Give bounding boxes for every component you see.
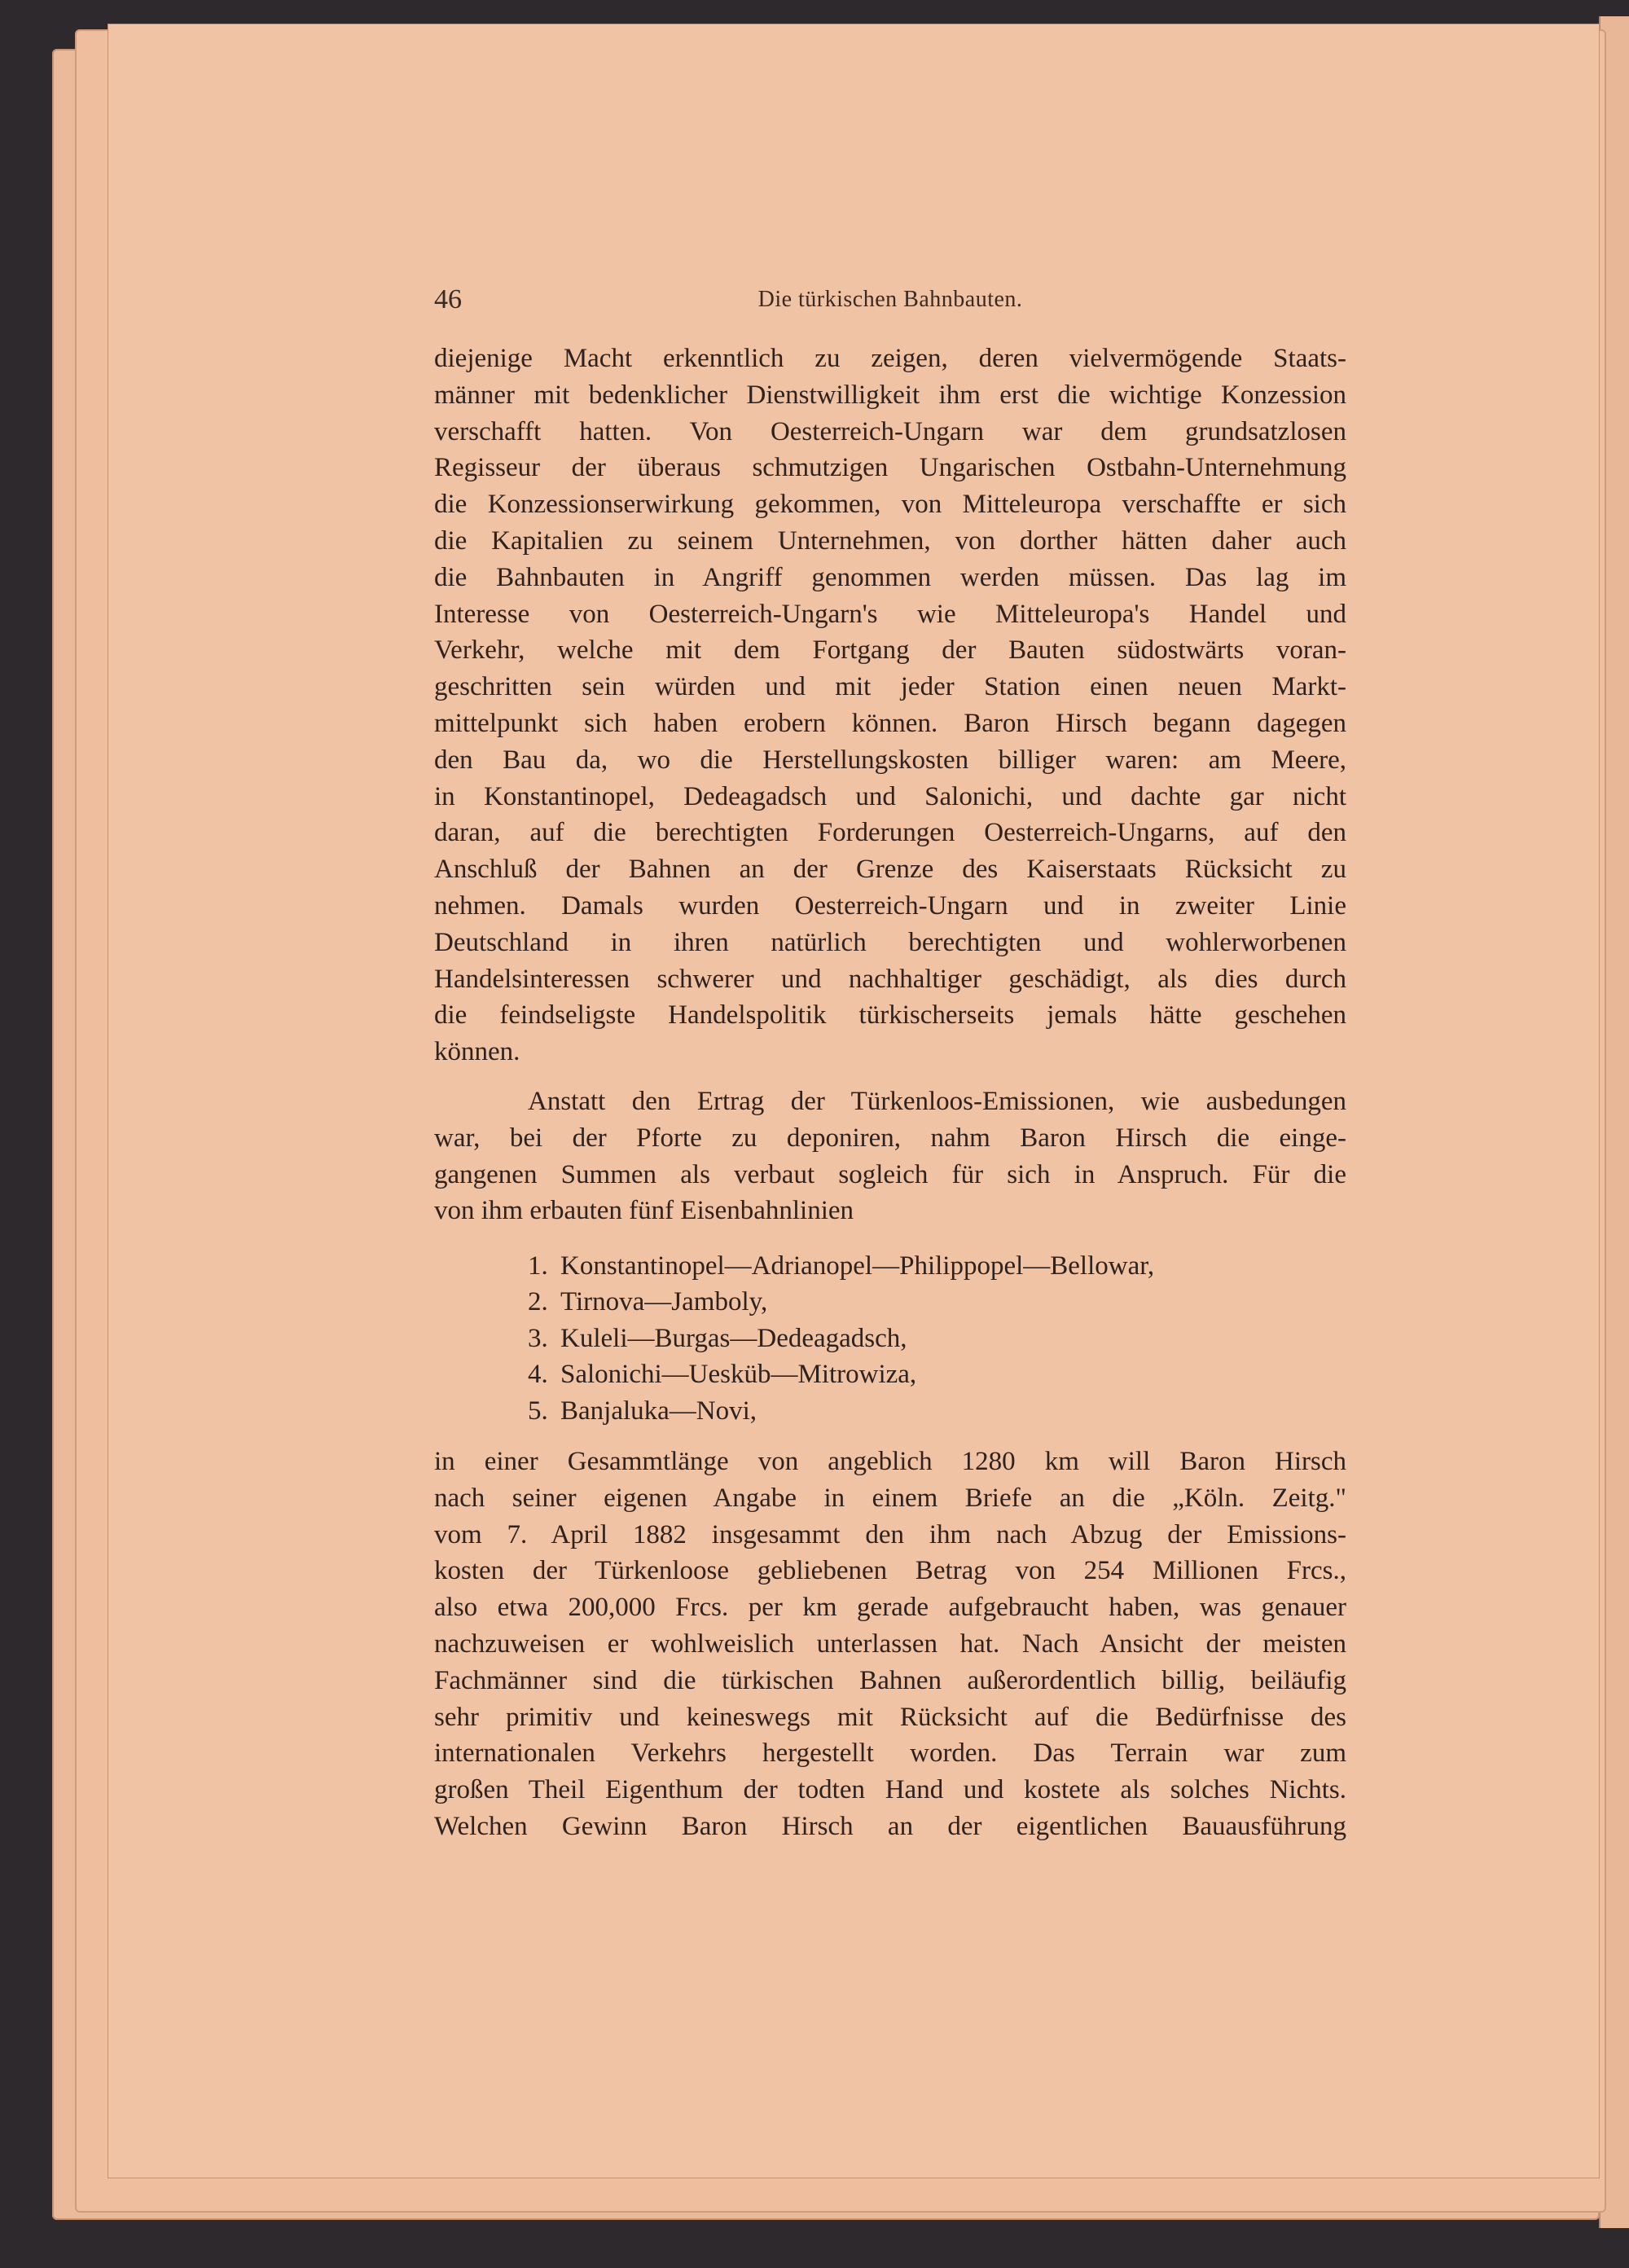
text-line: gangenen Summen als verbaut sogleich für sich in Anspruch. Für die [434,1159,1346,1189]
text-line: Handelsinteressen schwerer und nachhaltiger geschädigt, als dies durch [434,964,1346,994]
text-line: daran, auf die berechtigten Forderungen Oesterreich-Ungarns, auf den [434,818,1346,848]
text-line: männer mit bedenklicher Dienstwilligkeit ihm erst die wichtige Konzession [434,380,1346,410]
railway-list [528,1248,1154,1429]
text-line: war, bei der Pforte zu deponiren, nahm Baron Hirsch die einge- [434,1123,1346,1153]
text-line: in einer Gesammtlänge von angeblich 1280 km will Baron Hirsch [434,1447,1346,1476]
text-line: können. [434,1037,520,1067]
text-line: Welchen Gewinn Baron Hirsch an der eigentlichen Bauausführung [434,1811,1346,1841]
text-line: nachzuweisen er wohlweislich unterlassen hat. Nach Ansicht der meisten [434,1628,1346,1659]
list-item [528,1356,1154,1392]
running-title: Die türkischen Bahnbauten. [757,287,1023,312]
text-line: vom 7. April 1882 insgesammt den ihm nach Abzug der Emissions- [434,1519,1346,1549]
text-line: die Bahnbauten in Angriff genommen werden müssen. Das lag im [434,562,1346,592]
text-line: die Konzessionserwirkung gekommen, von Mitteleuropa verschaffte er sich [434,490,1346,520]
text-line: diejenige Macht erkenntlich zu zeigen, deren vielvermögende Staats- [434,344,1346,373]
text-line: Fachmänner sind die türkischen Bahnen außerordentlich billig, beiläufig [434,1665,1346,1695]
paragraph-2 [434,1083,1346,1229]
text-line: kosten der Türkenloose gebliebenen Betrag von 254 Millionen Frcs., [434,1556,1346,1586]
text-line: mittelpunkt sich haben erobern können. Baron Hirsch begann dagegen [434,708,1346,738]
paragraph-1 [434,341,1346,1070]
list-item [528,1393,1154,1429]
text-line: verschafft hatten. Von Oesterreich-Ungarn war dem grundsatzlosen [434,416,1346,446]
list-number: 2. [528,1287,548,1317]
text-line: nehmen. Damals wurden Oesterreich-Ungarn und in zweiter Linie [434,890,1346,921]
list-item [528,1321,1154,1356]
paragraph-3 [434,1444,1346,1845]
page-header [434,281,1346,319]
text-line: also etwa 200,000 Frcs. per km gerade aufgebraucht haben, was genauer [434,1593,1346,1623]
railway-route: Banjaluka—Novi, [560,1396,757,1426]
text-line: sehr primitiv und keineswegs mit Rücksicht auf die Bedürfnisse des [434,1702,1346,1732]
text-line: geschritten sein würden und mit jeder Station einen neuen Markt- [434,672,1346,702]
text-line: Verkehr, welche mit dem Fortgang der Bauten südostwärts voran- [434,635,1346,666]
text-line: nach seiner eigenen Angabe in einem Briefe an die „Köln. Zeitg." [434,1483,1346,1513]
list-number: 5. [528,1396,548,1426]
text-line: Interesse von Oesterreich-Ungarn's wie Mitteleuropa's Handel und [434,599,1346,629]
page-number: 46 [434,284,462,314]
list-number: 1. [528,1251,548,1281]
railway-route: Salonichi—Uesküb—Mitrowiza, [560,1360,917,1390]
railway-route: Tirnova—Jamboly, [560,1287,768,1317]
text-line: internationalen Verkehrs hergestellt worden. Das Terrain war zum [434,1738,1346,1769]
text-line: von ihm erbauten fünf Eisenbahnlinien [434,1196,854,1226]
text-line: Anstatt den Ertrag der Türkenloos-Emissionen, wie ausbedungen [528,1087,1346,1116]
text-line: Deutschland in ihren natürlich berechtigten und wohlerworbenen [434,927,1346,957]
list-item [528,1284,1154,1320]
list-item [528,1248,1154,1284]
railway-route: Konstantinopel—Adrianopel—Philippopel—Bellowar, [560,1251,1155,1281]
text-line: Anschluß der Bahnen an der Grenze des Kaiserstaats Rücksicht zu [434,855,1346,885]
text-line: großen Theil Eigenthum der todten Hand und kostete als solches Nichts. [434,1775,1346,1805]
text-line: die feindseligste Handelspolitik türkischerseits jemals hätte geschehen [434,1000,1346,1031]
list-number: 3. [528,1323,548,1353]
text-line: in Konstantinopel, Dedeagadsch und Salonichi, und dachte gar nicht [434,781,1346,811]
text-line: den Bau da, wo die Herstellungskosten billiger waren: am Meere, [434,745,1346,775]
text-line: Regisseur der überaus schmutzigen Ungarischen Ostbahn-Unternehmung [434,453,1346,483]
railway-route: Kuleli—Burgas—Dedeagadsch, [560,1323,907,1353]
list-number: 4. [528,1360,548,1390]
text-line: die Kapitalien zu seinem Unternehmen, von dorther hätten daher auch [434,525,1346,556]
